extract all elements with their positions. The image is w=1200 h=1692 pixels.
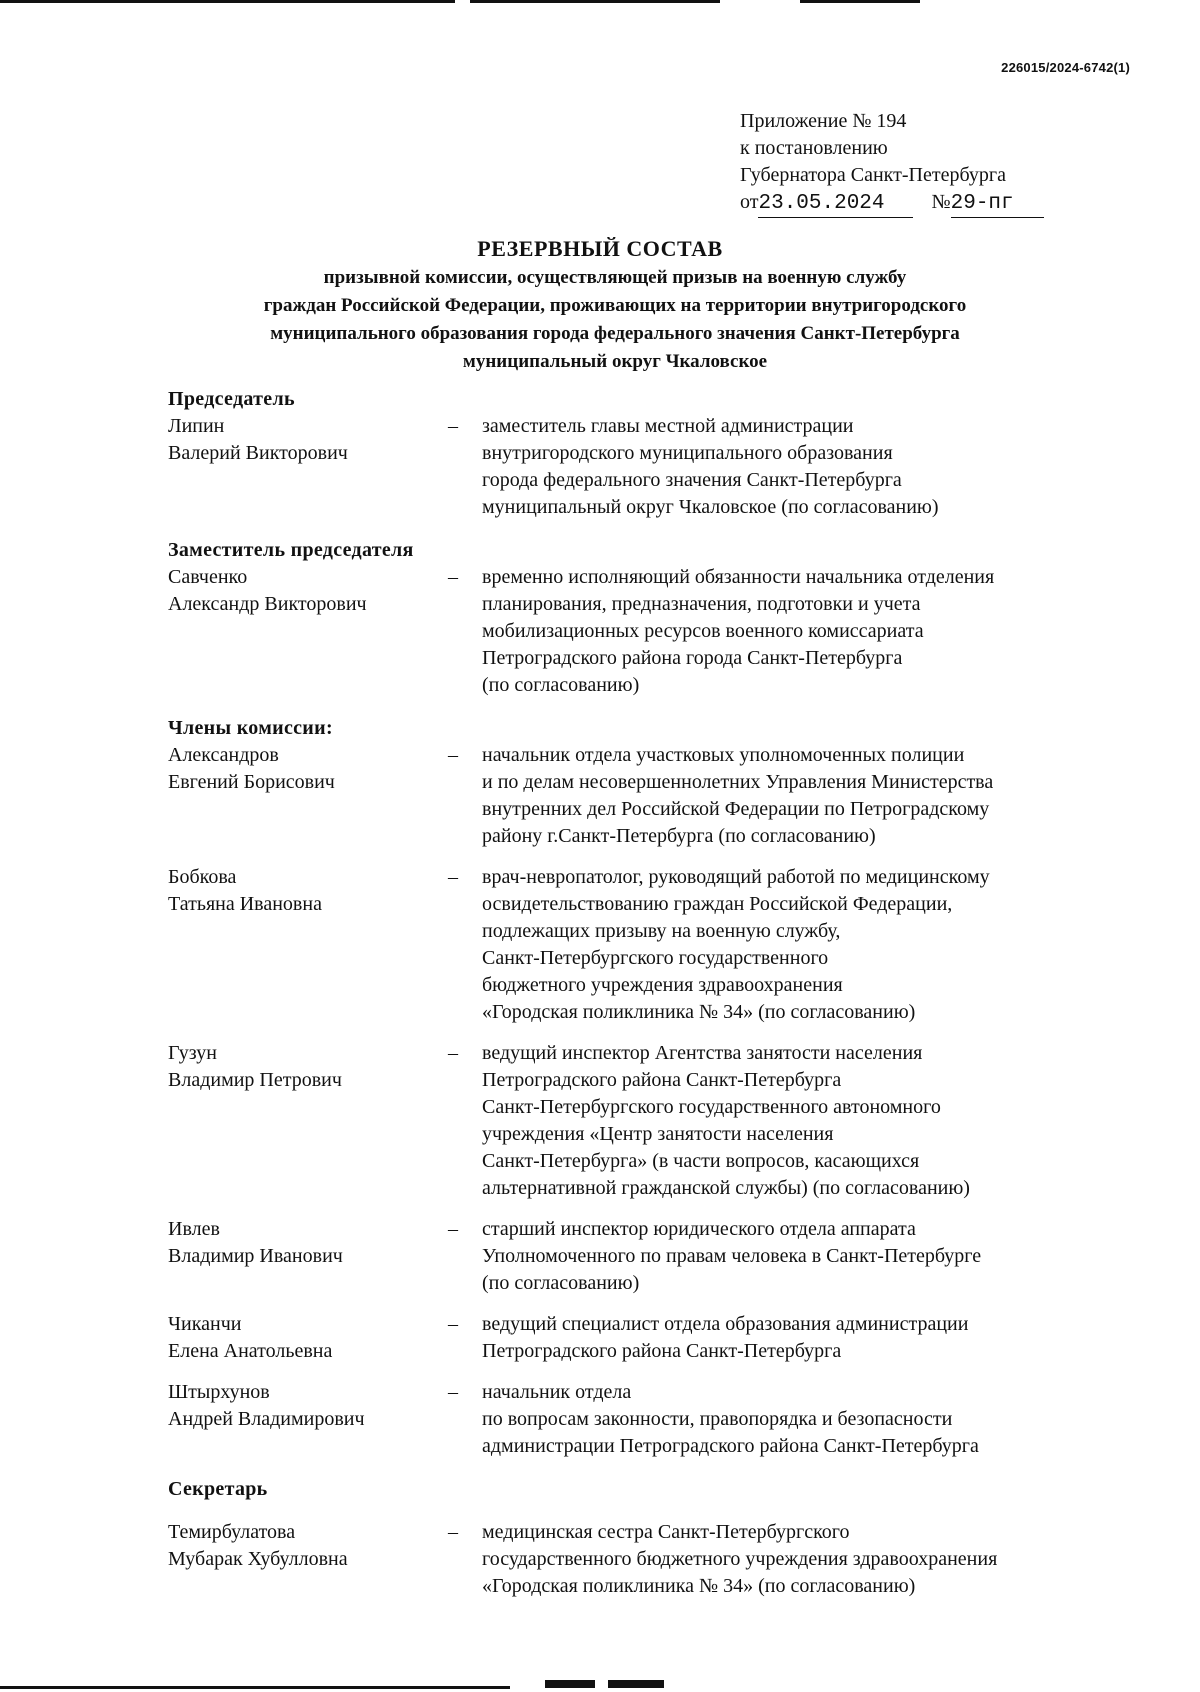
role-members: Члены комиссии: (168, 717, 333, 739)
position-line: подлежащих призыву на военную службу, (482, 920, 841, 942)
role-deputy: Заместитель председателя (168, 539, 414, 561)
position-line: Петроградского района Санкт-Петербурга (482, 1340, 842, 1362)
person-name (168, 1040, 448, 1202)
position-line: ведущий специалист отдела образования администрации (482, 1313, 969, 1335)
person-position (482, 1040, 1128, 1202)
role-secretary: Секретарь (168, 1478, 268, 1500)
position-line: государственного бюджетного учреждения здравоохранения (482, 1548, 998, 1570)
composition-list (168, 386, 1128, 1600)
person-position (482, 1216, 1128, 1297)
appendix-number: 29-пг (950, 192, 1014, 215)
appendix-date-line (740, 189, 1044, 218)
subtitle-line: муниципального образования города федерального значения Санкт-Петербурга (270, 323, 960, 344)
position-line: Уполномоченного по правам человека в Санкт-Петербурге (482, 1245, 982, 1267)
person-entry (168, 1379, 1128, 1460)
person-surname: Липин (168, 415, 225, 437)
person-given-names: Андрей Владимирович (168, 1408, 365, 1430)
person-position (482, 742, 1128, 850)
position-line: (по согласованию) (482, 1272, 640, 1294)
appendix-block (740, 108, 1044, 218)
document-id: 226015/2024-6742(1) (1001, 60, 1130, 75)
person-name (168, 1519, 448, 1600)
subtitle-line: муниципальный округ Чкаловское (462, 351, 768, 372)
person-surname: Александров (168, 744, 279, 766)
scan-edge-bottom-mid (545, 1680, 595, 1688)
person-given-names: Мубарак Хубулловна (168, 1548, 348, 1570)
person-entry (168, 1216, 1128, 1297)
position-line: Петроградского района Санкт-Петербурга (482, 1069, 842, 1091)
person-surname: Темирбулатова (168, 1521, 296, 1543)
position-line: муниципальный округ Чкаловское (по согласованию) (482, 496, 939, 518)
dash: – (448, 566, 458, 588)
person-given-names: Владимир Иванович (168, 1245, 343, 1267)
person-position (482, 413, 1128, 521)
position-line: и по делам несовершеннолетних Управления Министерства (482, 771, 994, 793)
person-name (168, 564, 448, 699)
date-prefix: от (740, 191, 759, 213)
appendix-line-2: к постановлению (740, 137, 888, 159)
person-name (168, 1311, 448, 1365)
person-name (168, 1216, 448, 1297)
appendix-date: 23.05.2024 (758, 192, 885, 215)
position-line: временно исполняющий обязанности начальника отделения (482, 566, 995, 588)
person-entry (168, 1040, 1128, 1202)
scan-edge-top-left (0, 0, 455, 3)
person-name (168, 413, 448, 521)
scan-edge-top-mid (470, 0, 720, 3)
person-entry (168, 413, 1128, 521)
position-line: заместитель главы местной администрации (482, 415, 854, 437)
person-surname: Ивлев (168, 1218, 220, 1240)
position-line: начальник отдела (482, 1381, 632, 1403)
dash: – (448, 1313, 458, 1335)
person-position (482, 1519, 1128, 1600)
appendix-line-1: Приложение № 194 (740, 110, 907, 132)
dash: – (448, 744, 458, 766)
position-line: Санкт-Петербургского государственного автономного (482, 1096, 941, 1118)
position-line: планирования, предназначения, подготовки и учета (482, 593, 921, 615)
position-line: города федерального значения Санкт-Петербурга (482, 469, 902, 491)
person-entry (168, 1519, 1128, 1600)
position-line: Санкт-Петербурга» (в части вопросов, касающихся (482, 1150, 920, 1172)
person-given-names: Александр Викторович (168, 593, 367, 615)
person-position (482, 1311, 1128, 1365)
person-position (482, 564, 1128, 699)
role-chairman: Председатель (168, 388, 295, 410)
document-title: РЕЗЕРВНЫЙ СОСТАВ (477, 236, 723, 261)
person-entry (168, 1311, 1128, 1365)
person-entry (168, 742, 1128, 850)
position-line: администрации Петроградского района Санкт-Петербурга (482, 1435, 979, 1457)
position-line: освидетельствованию граждан Российской Федерации, (482, 893, 953, 915)
position-line: мобилизационных ресурсов военного комиссариата (482, 620, 924, 642)
subtitle-line: граждан Российской Федерации, проживающих на территории внутригородского (263, 295, 967, 316)
person-given-names: Владимир Петрович (168, 1069, 342, 1091)
dash: – (448, 866, 458, 888)
person-given-names: Евгений Борисович (168, 771, 335, 793)
position-line: Санкт-Петербургского государственного (482, 947, 829, 969)
person-entry (168, 564, 1128, 699)
scan-edge-bottom-right (608, 1680, 664, 1688)
document-subtitle (150, 264, 1080, 376)
person-surname: Савченко (168, 566, 248, 588)
position-line: по вопросам законности, правопорядка и безопасности (482, 1408, 953, 1430)
scan-edge-bottom-left (0, 1686, 510, 1689)
position-line: (по согласованию) (482, 674, 640, 696)
subtitle-line: призывной комиссии, осуществляющей призыв на военную службу (323, 267, 907, 288)
dash: – (448, 415, 458, 437)
person-surname: Штырхунов (168, 1381, 270, 1403)
dash: – (448, 1521, 458, 1543)
position-line: «Городская поликлиника № 34» (по согласованию) (482, 1575, 916, 1597)
position-line: Петроградского района города Санкт-Петербурга (482, 647, 903, 669)
position-line: району г.Санкт-Петербурга (по согласованию) (482, 825, 876, 847)
number-prefix: № (931, 191, 951, 213)
person-given-names: Татьяна Ивановна (168, 893, 322, 915)
person-entry (168, 864, 1128, 1026)
person-name (168, 742, 448, 850)
position-line: учреждения «Центр занятости населения (482, 1123, 834, 1145)
position-line: ведущий инспектор Агентства занятости населения (482, 1042, 923, 1064)
position-line: альтернативной гражданской службы) (по согласованию) (482, 1177, 970, 1199)
dash: – (448, 1218, 458, 1240)
position-line: внутренних дел Российской Федерации по Петроградскому (482, 798, 990, 820)
appendix-line-3: Губернатора Санкт-Петербурга (740, 164, 1006, 186)
person-position (482, 1379, 1128, 1460)
position-line: медицинская сестра Санкт-Петербургского (482, 1521, 850, 1543)
position-line: внутригородского муниципального образования (482, 442, 893, 464)
person-surname: Гузун (168, 1042, 217, 1064)
position-line: старший инспектор юридического отдела аппарата (482, 1218, 916, 1240)
dash: – (448, 1042, 458, 1064)
person-name (168, 1379, 448, 1460)
person-given-names: Елена Анатольевна (168, 1340, 333, 1362)
dash: – (448, 1381, 458, 1403)
person-surname: Бобкова (168, 866, 237, 888)
position-line: врач-невропатолог, руководящий работой по медицинскому (482, 866, 990, 888)
person-position (482, 864, 1128, 1026)
person-name (168, 864, 448, 1026)
scan-edge-top-right (800, 0, 920, 3)
person-surname: Чиканчи (168, 1313, 242, 1335)
person-given-names: Валерий Викторович (168, 442, 348, 464)
position-line: бюджетного учреждения здравоохранения (482, 974, 843, 996)
position-line: «Городская поликлиника № 34» (по согласованию) (482, 1001, 916, 1023)
position-line: начальник отдела участковых уполномоченных полиции (482, 744, 965, 766)
